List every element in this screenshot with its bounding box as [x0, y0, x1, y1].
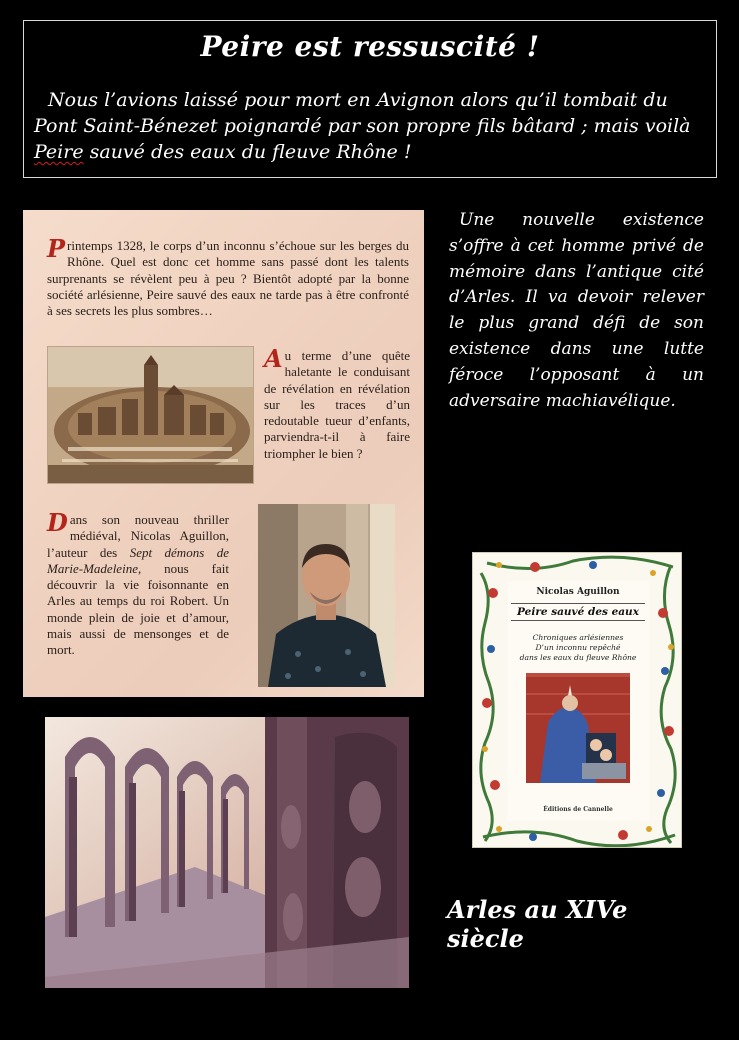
dropcap-a: A: [264, 344, 283, 373]
medieval-city-image: [47, 346, 254, 484]
book-cover: [472, 552, 682, 848]
lead-text-start: Nous l’avions laissé pour mort en Avignon alors qu’il tombait du Pont Saint-Bénezet poignardé par son propre fils bâtard ; mais voilà: [34, 89, 691, 137]
cover-subtitle-line-1: Chroniques arlésiennes: [532, 633, 624, 642]
brochure-paragraph-2: [264, 344, 410, 462]
brochure-paragraph-1: [47, 234, 409, 319]
cover-subtitle: [507, 633, 649, 663]
lead-text-end: sauvé des eaux du fleuve Rhône !: [83, 141, 412, 163]
side-description: Une nouvelle existence s’offre à cet homme privé de mémoire dans l’antique cité d’Arles. Il va devoir relever le plus grand défi de son existence dans une lutte féroce l’opposant à un adversaire machiavélique.: [449, 210, 704, 411]
dropcap-p: P: [47, 234, 66, 263]
cover-publisher: Éditions de Cannelle: [543, 806, 613, 813]
cloister-image: [45, 717, 409, 988]
cover-subtitle-line-2: D’un inconnu repêché: [535, 643, 621, 652]
brochure-panel: [23, 210, 424, 697]
book-title-italic: Sept démons de Marie-Madeleine: [47, 544, 229, 576]
cover-author: Nicolas Aguillon: [536, 587, 620, 597]
paragraph-3-text-b: , nous fait découvrir la vie foisonnante en Arles au temps du roi Robert. Un monde plein de joie et d’amour, mais aussi de mensonges et de mort.: [47, 560, 229, 658]
page-title: Peire est ressuscité !: [200, 30, 540, 63]
cover-title-panel: [507, 581, 649, 821]
cover-subtitle-line-3: dans les eaux du fleuve Rhône: [519, 653, 637, 662]
header-box: [23, 20, 717, 178]
arles-caption: Arles au XIVe siècle: [447, 895, 628, 953]
paragraph-1-text: rintemps 1328, le corps d’un inconnu s’échoue sur les berges du Rhône. Quel est donc cet homme sans passé dont les talents surprenants se révèlent peu à peu ? Bientôt adopté par la bonne société arlésienne, Peire sauvé des eaux ne tarde pas à être confronté à ses secrets les plus sombres…: [47, 238, 409, 319]
dropcap-d: D: [47, 508, 68, 537]
author-portrait: [258, 504, 395, 687]
cover-title: Peire sauvé des eaux: [511, 603, 645, 621]
lead-name: Peire: [34, 141, 84, 163]
cover-illumination: [526, 673, 630, 783]
brochure-paragraph-3: [47, 508, 229, 659]
header-lead: [34, 87, 706, 165]
paragraph-3-text-a: ans son nouveau thriller médiéval, Nicolas Aguillon, l’auteur des: [47, 512, 229, 560]
paragraph-2-text: u terme d’une quête haletante le conduisant de révélation en révélation sur les traces d’un redoutable tueur d’enfants, parviendra-t-il à faire triompher le bien ?: [264, 348, 410, 461]
